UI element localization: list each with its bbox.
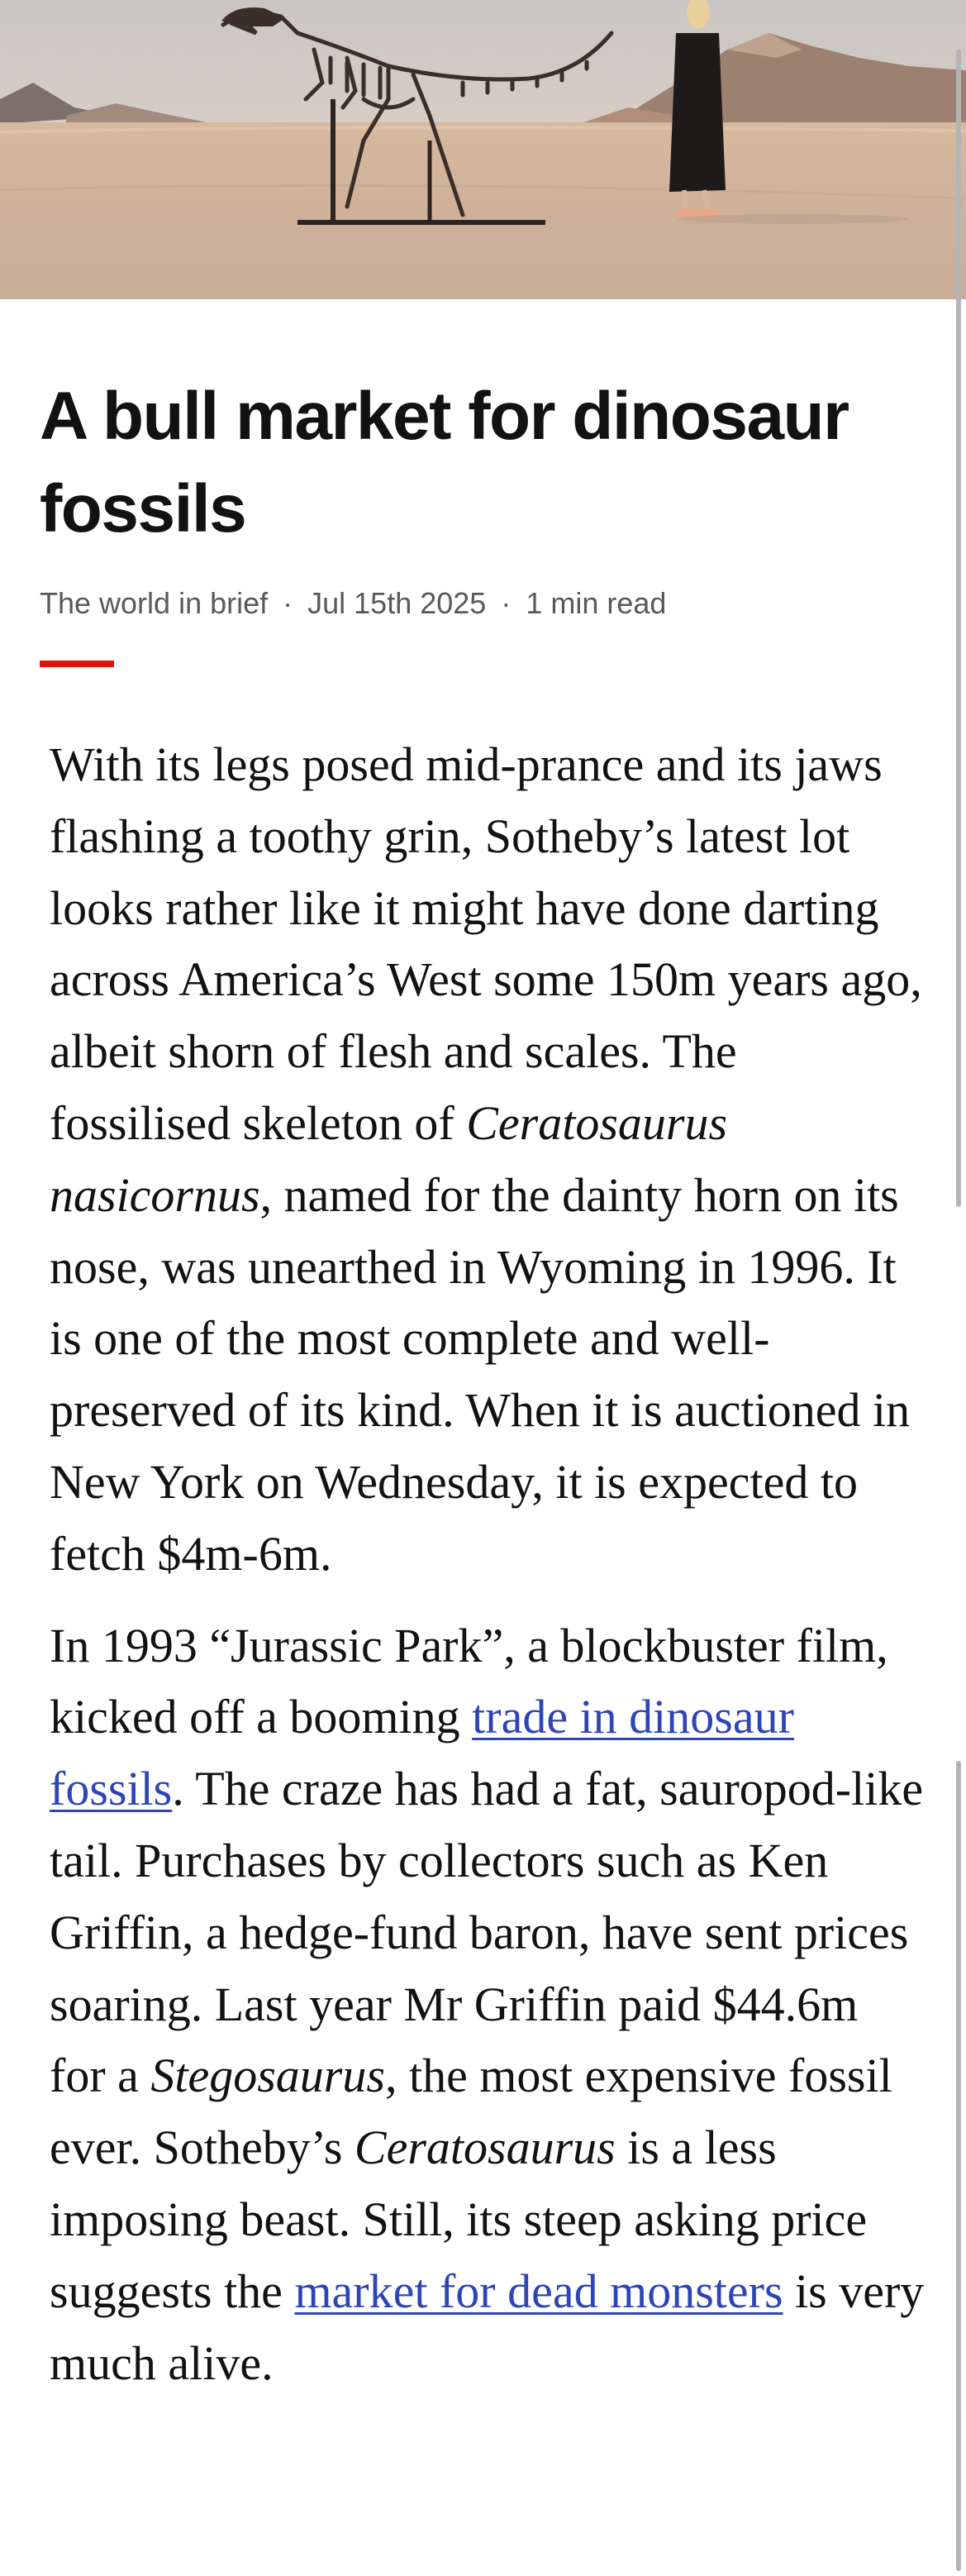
species-name: Stegosaurus (150, 2049, 385, 2103)
meta-separator: · (501, 586, 512, 620)
article-body (50, 729, 926, 2399)
text: is very much alive. (50, 2264, 925, 2390)
species-name: Ceratosaurus (354, 2120, 616, 2175)
text: With its legs posed mid-prance and its jaws flashing a toothy grin, Sotheby’s latest lot looks rather like it might have done darting across America’s West some 150m years ago, albeit shorn of flesh and scales. The fossilised skeleton of (50, 737, 922, 1150)
market-link[interactable]: market for dead monsters (294, 2264, 783, 2318)
headline: A bull market for dinosaur fossils (40, 379, 849, 546)
scrollbar-thumb[interactable] (956, 50, 961, 1207)
article-meta (40, 585, 666, 622)
text: . The craze has had a fat, sauropod-like tail. Purchases by collectors such as Ken Griffin, a hedge-fund baron, have sent prices soaring. Last year Mr Griffin paid $44.6m for a (50, 1762, 924, 2103)
paragraph-1 (50, 729, 926, 1591)
text: , named for the dainty horn on its nose, was unearthed in Wyoming in 1996. It is one of the most complete and well-preserved of its kind. When it is auctioned in New York on Wednesday, it is expected to fetch $4m-6m. (50, 1167, 911, 1581)
accent-rule (40, 661, 114, 667)
text: , the most expensive fossil ever. Sotheby’s (50, 2049, 892, 2175)
meta-separator: · (283, 586, 293, 620)
species-name: Ceratosaurus nasicornus (50, 1095, 728, 1222)
scrollbar-thumb-secondary[interactable] (956, 1761, 961, 2571)
text: In 1993 “Jurassic Park”, a blockbuster film, kicked off a booming (50, 1618, 888, 1744)
read-time: 1 min read (526, 586, 667, 620)
hero-image (0, 0, 966, 299)
paragraph-2 (50, 1610, 926, 2400)
publish-date: Jul 15th 2025 (307, 586, 487, 620)
trade-link[interactable]: trade in dinosaur fossils (50, 1690, 794, 1816)
dinosaur-skeleton-photo-icon (0, 0, 966, 299)
section-link[interactable]: The world in brief (40, 586, 269, 620)
text: is a less imposing beast. Still, its steep asking price suggests the (50, 2120, 868, 2318)
